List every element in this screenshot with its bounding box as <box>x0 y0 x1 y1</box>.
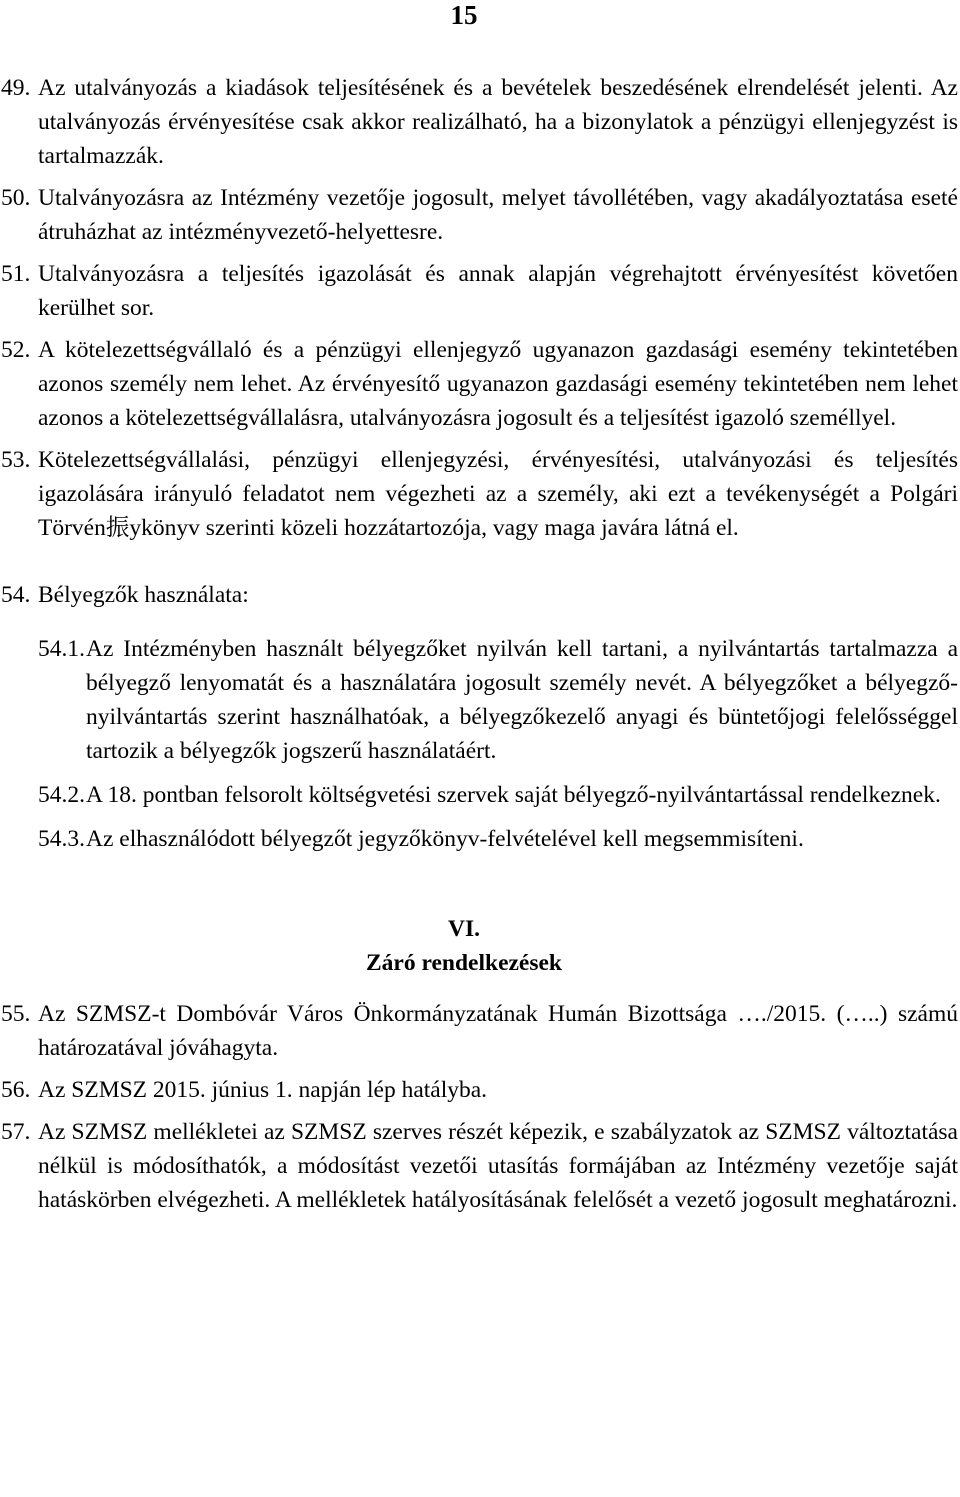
paragraph-54 <box>0 578 958 612</box>
subparagraph-number: 54.3. <box>38 826 85 852</box>
paragraph-53 <box>0 443 958 545</box>
page-number: 15 <box>450 0 478 30</box>
paragraph-text: Bélyegzők használata: <box>38 582 249 608</box>
paragraph-number: 50. <box>1 185 31 211</box>
subparagraph-text: Az Intézményben használt bélyegzőket nyilván kell tartani, a nyilvántartás tartalmazza a bélyegző lenyomatát és a használatára jogosult személy nevét. A bélyegzőket a bélyegző-nyilvántartás szerint használhatóak, a bélyegzőkezelő anyagi és büntetőjogi felelősséggel tartozik a bélyegzők jogszerű használatáért. <box>86 636 958 764</box>
subparagraph-number: 54.1. <box>38 636 85 662</box>
paragraph-text: Az SZMSZ 2015. június 1. napján lép hatályba. <box>38 1077 488 1103</box>
paragraph-52 <box>0 333 958 435</box>
subparagraph-54-3 <box>38 822 958 856</box>
paragraph-number: 49. <box>1 75 31 101</box>
paragraph-text: Az SZMSZ-t Dombóvár Város Önkormányzatának Humán Bizottsága …./2015. (…..) számú határozatával jóváhagyta. <box>38 1001 958 1061</box>
paragraph-49 <box>0 71 958 173</box>
document-body <box>0 71 958 1225</box>
subparagraph-54-1 <box>38 632 958 768</box>
section-number: VI. <box>448 916 480 942</box>
paragraph-57 <box>0 1115 958 1217</box>
subparagraph-text: Az elhasználódott bélyegzőt jegyzőkönyv-felvételével kell megsemmisíteni. <box>86 826 804 852</box>
subparagraph-54-2 <box>38 778 958 812</box>
paragraph-number: 55. <box>1 1001 31 1027</box>
paragraph-text: Az utalványozás a kiadások teljesítésének és a bevételek beszedésének elrendelését jelenti. Az utalványozás érvényesítése csak akkor realizálható, ha a bizonylatok a pénzügyi ellenjegyzést is tartalmazzák. <box>38 75 958 169</box>
paragraph-number: 54. <box>1 582 31 608</box>
paragraph-number: 56. <box>1 1077 31 1103</box>
section-title: Záró rendelkezések <box>365 950 563 976</box>
paragraph-number: 52. <box>1 337 31 363</box>
paragraph-text: Utalványozásra az Intézmény vezetője jogosult, melyet távollétében, vagy akadályoztatása eseté átruházhat az intézményvezető-helyettesre. <box>38 185 958 245</box>
paragraph-text: Utalványozásra a teljesítés igazolását és annak alapján végrehajtott érvényesítést követően kerülhet sor. <box>38 261 958 321</box>
paragraph-55 <box>0 997 958 1065</box>
paragraph-text: Az SZMSZ mellékletei az SZMSZ szerves részét képezik, e szabályzatok az SZMSZ változtatása nélkül is módosíthatók, a módosítást vezetői utasítás formájában az Intézmény vezetője saját hatáskörben elvégezheti. A mellékletek hatályosításának felelősét a vezető jogosult meghatározni. <box>38 1119 958 1213</box>
subparagraph-number: 54.2. <box>38 782 85 808</box>
paragraph-56 <box>0 1073 958 1107</box>
paragraph-number: 51. <box>1 261 31 287</box>
paragraph-number: 53. <box>1 447 31 473</box>
subparagraph-text: A 18. pontban felsorolt költségvetési szervek saját bélyegző-nyilvántartással rendelkeznek. <box>86 782 941 808</box>
paragraph-text: Kötelezettségvállalási, pénzügyi ellenjegyzési, érvényesítési, utalványozási és teljesítés igazolására irányuló feladatot nem végezheti az a személy, aki ezt a tevékenységét a Polgári Törvén振ykönyv szerinti közeli hozzátartozója, vagy maga javára látná el. <box>38 447 958 541</box>
paragraph-50 <box>0 181 958 249</box>
paragraph-number: 57. <box>1 1119 31 1145</box>
paragraph-text: A kötelezettségvállaló és a pénzügyi ellenjegyző ugyanazon gazdasági esemény tekintetében azonos személy nem lehet. Az érvényesítő ugyanazon gazdasági esemény tekintetében nem lehet azonos a kötelezettségvállalásra, utalványozásra jogosult és a teljesítést igazoló személlyel. <box>38 337 958 431</box>
paragraph-51 <box>0 257 958 325</box>
